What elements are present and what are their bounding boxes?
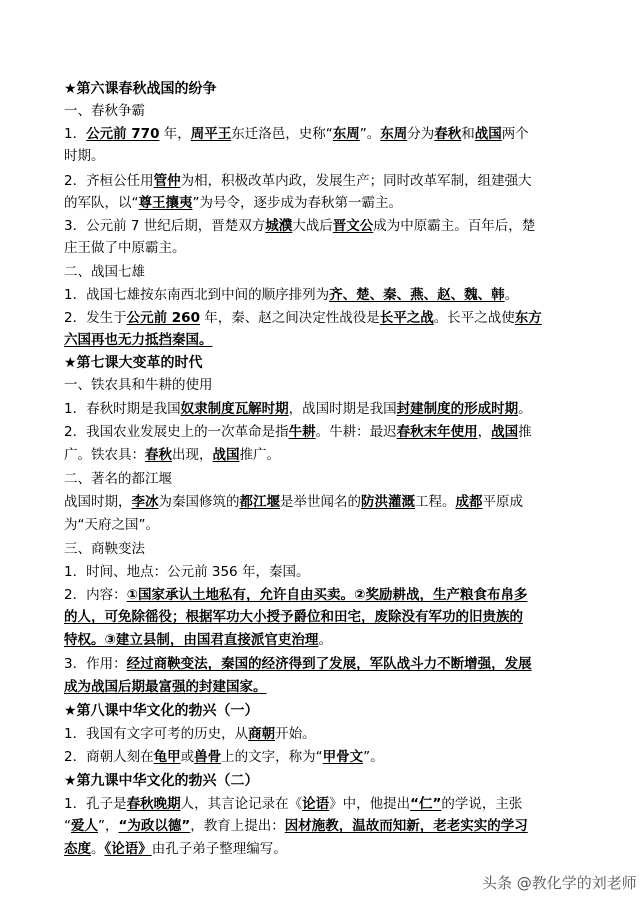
text-run: 年，秦、赵之间决定性战役是 <box>199 310 380 326</box>
key-term: 城濮 <box>265 218 293 234</box>
text-run: 上的文字，称为“ <box>221 749 323 765</box>
text-line <box>64 445 594 465</box>
text-run: ★第六课春秋战国的纷争 <box>64 81 217 97</box>
text-run: 推 <box>518 424 532 440</box>
text-run: 二、著名的都江堰 <box>64 471 172 487</box>
text-line <box>64 839 594 859</box>
text-run: 1．孔子是 <box>64 796 127 812</box>
key-term: 东方 <box>514 310 542 326</box>
key-term: 公元前 260 <box>126 310 200 326</box>
text-line <box>64 630 594 650</box>
watermark: 头条 @教化学的刘老师 <box>482 874 637 892</box>
text-line <box>64 146 594 166</box>
text-line <box>64 607 594 627</box>
key-term: 成为战国后期最富强的封建国家。 <box>64 679 267 695</box>
text-run: 广。铁农具： <box>64 447 145 463</box>
text-run: ”为号令，逐步成为春秋第一霸主。 <box>192 195 402 211</box>
key-term: 爱人 <box>71 818 98 834</box>
key-term: 尊王攘夷 <box>138 195 193 211</box>
text-run: 庄王做了中原霸主。 <box>64 240 186 256</box>
text-run: 2．齐桓公任用 <box>64 173 154 189</box>
key-term: 兽骨 <box>194 749 222 765</box>
text-line <box>64 285 594 305</box>
key-term: 晋文公 <box>332 218 374 234</box>
text-run: 为“天府之国”。 <box>64 517 159 533</box>
text-run: 2．内容： <box>64 587 127 603</box>
text-run: 》中，他提出 <box>329 796 411 812</box>
text-run: 时期。 <box>64 148 105 164</box>
text-run: 。 <box>318 632 332 648</box>
text-run: 二、战国七雄 <box>64 264 145 280</box>
key-term: 战国 <box>491 424 519 440</box>
text-run: ”， <box>98 818 119 834</box>
text-run: ，战国时期是我国 <box>288 401 397 417</box>
text-line <box>64 492 594 512</box>
section-heading <box>64 539 594 559</box>
text-line <box>64 399 594 419</box>
text-run: 出现， <box>172 447 213 463</box>
text-run: 开始。 <box>275 726 316 742</box>
text-line <box>64 422 594 442</box>
key-term: 东周 <box>332 126 360 142</box>
key-term: 的人，可免除徭役；根据军功大小授予爵位和田宅，废除没有军功的旧贵族的 <box>64 609 523 625</box>
section-heading <box>64 375 594 395</box>
text-line <box>64 794 594 814</box>
text-run: 2．发生于 <box>64 310 127 326</box>
key-term: “为政以德” <box>118 818 191 834</box>
text-run: 分为 <box>407 126 435 142</box>
text-run: 。 <box>518 401 532 417</box>
key-term: 商朝 <box>248 726 276 742</box>
text-run: ， <box>477 424 492 440</box>
text-line <box>64 308 594 328</box>
text-run: 。 <box>504 287 519 303</box>
lesson-heading <box>64 79 594 99</box>
text-run: 年， <box>159 126 191 142</box>
text-run: 由孔子弟子整理编写。 <box>151 841 287 857</box>
text-run: ”。 <box>363 749 384 765</box>
key-term: 战国 <box>212 447 240 463</box>
key-term: 长平之战 <box>379 310 434 326</box>
text-run: 平原成 <box>482 494 523 510</box>
text-run: 3．公元前 7 世纪后期，晋楚双方 <box>64 218 266 234</box>
text-run: 一、春秋争霸 <box>64 103 145 119</box>
text-run: 的军队，以“ <box>64 195 139 211</box>
lesson-heading <box>64 771 594 791</box>
text-run: 1． <box>64 126 87 142</box>
key-term: 春秋晚期 <box>126 796 181 812</box>
text-run: 2．商朝人刻在 <box>64 749 154 765</box>
section-heading <box>64 262 594 282</box>
text-run: ，教育上提出： <box>190 818 285 834</box>
text-run: 三、商鞅变法 <box>64 541 145 557</box>
key-term: 《论语》 <box>104 841 152 857</box>
key-term: 战国 <box>474 126 502 142</box>
key-term: 公元前 770 <box>86 126 160 142</box>
key-term: 龟甲 <box>153 749 181 765</box>
key-term: 周平王 <box>190 126 232 142</box>
text-run: ★第八课中华文化的勃兴（一） <box>64 703 259 719</box>
key-term: 东周 <box>380 126 408 142</box>
key-term: 特权。③建立县制，由国君直接派官吏治理 <box>64 632 319 648</box>
text-run: 工程。 <box>415 494 456 510</box>
key-term: 奴隶制度瓦解时期 <box>180 401 289 417</box>
key-term: 春秋 <box>434 126 462 142</box>
key-term: 经过商鞅变法，秦国的经济得到了发展，军队战斗力不断增强，发展 <box>126 656 532 672</box>
text-run: 1．我国有文字可考的历史，从 <box>64 726 249 742</box>
text-run: 推广。 <box>239 447 280 463</box>
text-run: 1．时间、地点：公元前 356 年，秦国。 <box>64 564 310 580</box>
lesson-heading <box>64 701 594 721</box>
text-run: ★第九课中华文化的勃兴（二） <box>64 773 259 789</box>
text-run: 为相，积极改革内政，发展生产；同时改革军制，组建强大 <box>180 173 532 189</box>
text-run: 。牛耕：最迟 <box>315 424 397 440</box>
text-run: 的学说，主张 <box>441 796 523 812</box>
key-term: 六国再也无力抵挡秦国。 <box>64 332 213 348</box>
text-line <box>64 562 594 582</box>
key-term: 论语 <box>302 796 330 812</box>
text-line <box>64 193 594 213</box>
text-run: 2．我国农业发展史上的一次革命是指 <box>64 424 289 440</box>
text-line <box>64 238 594 258</box>
key-term: 都江堰 <box>239 494 280 510</box>
text-run: 战国时期， <box>64 494 132 510</box>
text-run: 大战后 <box>292 218 333 234</box>
text-run: 成为中原霸主。百年后，楚 <box>373 218 536 234</box>
section-heading <box>64 469 594 489</box>
key-term: 防洪灌溉 <box>361 494 415 510</box>
key-term: 态度 <box>64 841 91 857</box>
key-term: 齐、楚、秦、燕、赵、魏、韩 <box>329 287 505 303</box>
text-run: 1．战国七雄按东南西北到中间的顺序排列为 <box>64 287 330 303</box>
key-term: 因材施教，温故而知新，老老实实的学习 <box>284 818 528 834</box>
text-run: 人，其言论记录在《 <box>180 796 303 812</box>
text-line <box>64 816 594 836</box>
key-term: 封建制度的形成时期 <box>396 401 519 417</box>
text-line <box>64 124 594 144</box>
text-run: 东迁洛邑，史称“ <box>231 126 333 142</box>
text-line <box>64 585 594 605</box>
text-run: 。 <box>91 841 105 857</box>
key-term: 成都 <box>455 494 483 510</box>
text-line <box>64 330 594 350</box>
text-run: ★第七课大变革的时代 <box>64 355 203 371</box>
section-heading <box>64 101 594 121</box>
text-run: 。长平之战使 <box>433 310 515 326</box>
text-run: 两个 <box>501 126 529 142</box>
text-run: 或 <box>180 749 195 765</box>
lesson-heading <box>64 353 594 373</box>
key-term: 牛耕 <box>288 424 316 440</box>
key-term: 春秋 <box>145 447 172 463</box>
text-line <box>64 171 594 191</box>
text-line <box>64 677 594 697</box>
text-run: 是举世闻名的 <box>280 494 361 510</box>
text-line <box>64 515 594 535</box>
text-run: “ <box>64 818 71 834</box>
text-run: 和 <box>461 126 475 142</box>
text-line <box>64 654 594 674</box>
key-term: 李冰 <box>131 494 159 510</box>
key-term: ①国家承认土地私有，允许自由买卖。②奖励耕战，生产粮食布帛多 <box>126 587 528 603</box>
text-line <box>64 216 594 236</box>
key-term: 春秋末年使用 <box>396 424 478 440</box>
key-term: “仁” <box>410 796 442 812</box>
text-line <box>64 747 594 767</box>
text-run: 1．春秋时期是我国 <box>64 401 181 417</box>
text-run: 3．作用： <box>64 656 127 672</box>
text-run: ”。 <box>359 126 381 142</box>
key-term: 管仲 <box>153 173 181 189</box>
key-term: 甲骨文 <box>322 749 364 765</box>
text-line <box>64 724 594 744</box>
text-run: 为秦国修筑的 <box>158 494 240 510</box>
text-run: 一、铁农具和牛耕的使用 <box>64 377 213 393</box>
